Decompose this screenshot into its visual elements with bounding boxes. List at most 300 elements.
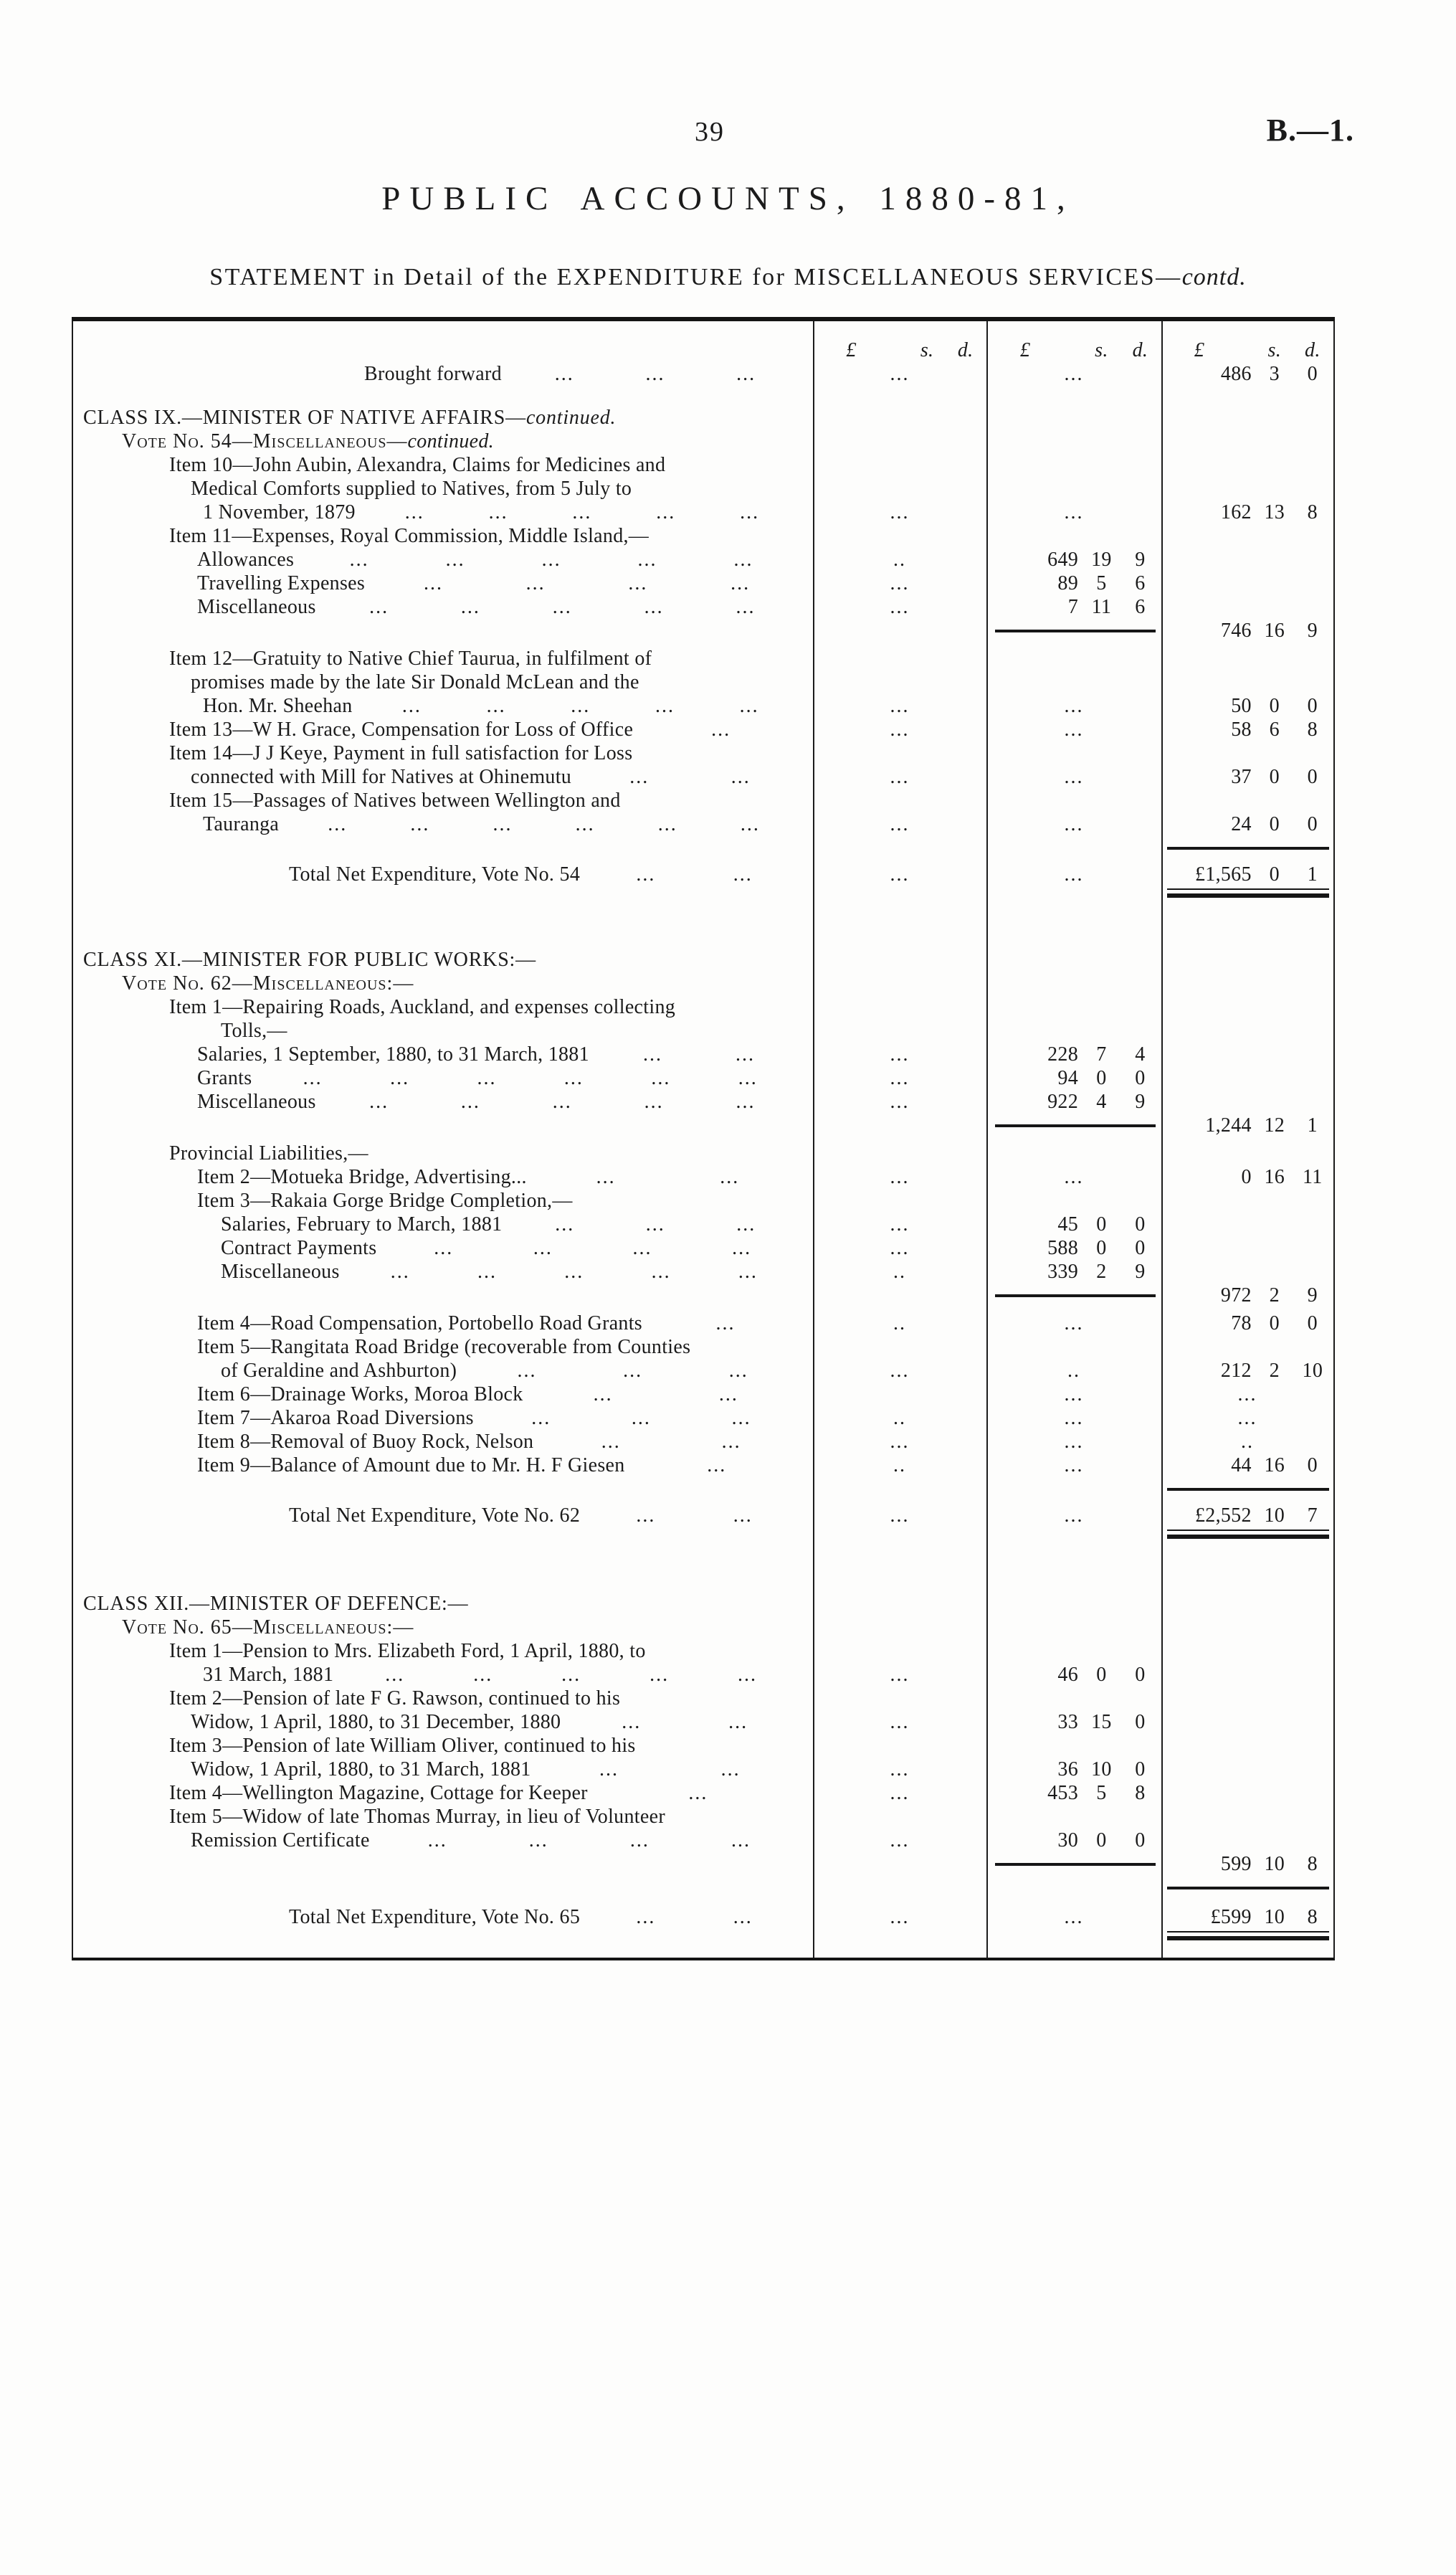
empty-dots: ... <box>890 1829 910 1851</box>
leader-dots <box>370 694 791 718</box>
table-row <box>72 718 1335 741</box>
pence-value: 0 <box>1135 1213 1146 1236</box>
spacer <box>72 321 1335 338</box>
description-text: Miscellaneous <box>197 1091 316 1113</box>
shillings-value: 5 <box>1096 572 1107 594</box>
shillings-value: 0 <box>1096 1213 1107 1236</box>
dot-group: ... <box>575 813 595 835</box>
amount-a2 <box>988 718 1160 741</box>
leader-dots <box>589 765 791 789</box>
leader-dots <box>394 1236 791 1260</box>
pounds-value: 339 <box>1047 1261 1078 1283</box>
pounds-value: 162 <box>1220 501 1252 523</box>
leader-dots <box>357 1260 791 1284</box>
subtotal-rule <box>995 1294 1156 1297</box>
amount-a2 <box>988 1781 1160 1805</box>
row-description <box>72 1043 813 1066</box>
dot-group: ... <box>733 863 753 886</box>
dot-group: ... <box>738 1261 758 1283</box>
pounds-value: 46 <box>1057 1664 1078 1686</box>
dot-group: ... <box>445 549 465 571</box>
empty-dots: .. <box>1067 1360 1080 1382</box>
row-description <box>72 789 813 812</box>
shillings-value: 16 <box>1264 1166 1285 1188</box>
empty-dots: ... <box>1064 1312 1084 1334</box>
dot-group: ... <box>552 596 572 618</box>
amount-a1 <box>814 1165 985 1189</box>
pounds-value: £599 <box>1210 1906 1252 1928</box>
pence-value: 0 <box>1135 1237 1146 1259</box>
description-text: Travelling Expenses <box>197 572 366 594</box>
leader-dots <box>660 1312 791 1335</box>
description-text: Medical Comforts supplied to Natives, from 5 July to <box>191 478 632 500</box>
pence-value: 1 <box>1307 1114 1318 1137</box>
row-description <box>72 972 813 995</box>
dot-group: ... <box>629 1829 650 1851</box>
amount-a1 <box>814 765 985 789</box>
dot-group: ... <box>707 1454 727 1476</box>
table-row <box>72 1043 1335 1066</box>
table-row <box>72 1639 1335 1663</box>
dot-group: ... <box>731 766 751 788</box>
double-total-rule <box>1167 888 1329 898</box>
pence-value: 10 <box>1302 1360 1323 1382</box>
shillings-value: 0 <box>1269 863 1280 886</box>
leader-dots <box>491 1406 791 1430</box>
spacer <box>72 1543 1335 1592</box>
description-text: Widow, 1 April, 1880, to 31 December, 1880 <box>191 1711 561 1733</box>
empty-dots: ... <box>890 1906 910 1928</box>
amount-a1 <box>814 863 985 886</box>
shillings-value: 2 <box>1096 1261 1107 1283</box>
leader-dots <box>519 362 791 386</box>
table-row <box>72 1829 1335 1852</box>
row-description <box>72 524 813 548</box>
pence-value: 0 <box>1135 1829 1146 1851</box>
empty-dots: ... <box>1064 363 1084 385</box>
amount-a1 <box>814 1758 985 1781</box>
amount-a2 <box>988 572 1160 595</box>
dot-group: ... <box>401 695 422 717</box>
subtitle-contd-label: contd. <box>1181 264 1247 290</box>
shillings-value: 0 <box>1096 1664 1107 1686</box>
table-row <box>72 1430 1335 1454</box>
pence-value: 9 <box>1135 1261 1146 1283</box>
row-description <box>72 1213 813 1236</box>
dot-group: ... <box>636 1504 656 1527</box>
amount-a2 <box>988 548 1160 572</box>
dot-group: ... <box>657 813 677 835</box>
table-row <box>72 453 1335 477</box>
amount-a2 <box>988 1663 1160 1687</box>
dot-group: ... <box>739 695 759 717</box>
dot-group: ... <box>636 1906 656 1928</box>
dot-group: ... <box>736 363 756 385</box>
shillings-value: 0 <box>1269 695 1280 717</box>
row-description <box>72 1260 813 1284</box>
amount-a2 <box>988 1710 1160 1734</box>
empty-dots: ... <box>890 1166 910 1188</box>
table-row <box>72 741 1335 765</box>
currency-header <box>1163 338 1332 362</box>
pounds-value: 922 <box>1047 1091 1078 1113</box>
table-row <box>72 1165 1335 1189</box>
empty-dots: ... <box>1064 695 1084 717</box>
table-row <box>72 548 1335 572</box>
dot-group: ... <box>644 1091 664 1113</box>
shillings-value: 7 <box>1096 1043 1107 1066</box>
table-row <box>72 1019 1335 1043</box>
empty-dots: ... <box>1064 501 1084 523</box>
dot-group: ... <box>477 1261 498 1283</box>
table-row <box>72 477 1335 501</box>
pounds-value: £2,552 <box>1194 1504 1252 1527</box>
table-row <box>72 1781 1335 1805</box>
dot-group: ... <box>473 1664 493 1686</box>
row-description <box>72 1236 813 1260</box>
pounds-value: 30 <box>1057 1829 1078 1851</box>
dot-group: ... <box>434 1237 454 1259</box>
amount-a1 <box>814 1430 985 1454</box>
row-description <box>72 1430 813 1454</box>
empty-dots: ... <box>1064 1383 1084 1405</box>
amount-a1 <box>814 1829 985 1852</box>
dot-group: ... <box>385 1664 405 1686</box>
shillings-value: 0 <box>1269 766 1280 788</box>
pence-value: 9 <box>1307 620 1318 642</box>
row-description <box>72 1142 813 1165</box>
row-description <box>72 812 813 836</box>
row-description <box>72 1905 813 1929</box>
dot-group: ... <box>622 1711 642 1733</box>
shillings-value: 13 <box>1264 501 1285 523</box>
shillings-value: 5 <box>1096 1782 1107 1804</box>
table-row <box>72 765 1335 789</box>
dot-group: ... <box>563 1067 584 1089</box>
pounds-value: 50 <box>1231 695 1252 717</box>
row-description <box>72 362 813 386</box>
table-row <box>72 1805 1335 1829</box>
description-text: 1 November, 1879 <box>203 501 356 523</box>
table-row <box>72 1189 1335 1213</box>
description-text: Total Net Expenditure, Vote No. 54 <box>289 863 581 886</box>
dot-group: ... <box>642 1043 662 1066</box>
description-text: connected with Mill for Natives at Ohinemutu <box>191 766 572 788</box>
subtotal-rule <box>995 630 1156 632</box>
table-row <box>72 1687 1335 1710</box>
table-row <box>72 1312 1335 1335</box>
description-text: Vote No. 65—Miscellaneous:— <box>122 1616 414 1639</box>
table-row <box>72 694 1335 718</box>
pence-value: 0 <box>1307 766 1318 788</box>
row-description <box>72 1504 813 1527</box>
amount-a3 <box>1163 1905 1332 1929</box>
description-text: Item 6—Drainage Works, Moroa Block <box>197 1383 523 1405</box>
subtotal-rule <box>995 1124 1156 1127</box>
pounds-value: 746 <box>1220 620 1252 642</box>
pence-value: 6 <box>1135 572 1146 594</box>
leader-dots <box>269 1066 791 1090</box>
amount-a3 <box>1163 1383 1332 1406</box>
spacer <box>72 386 1335 406</box>
dot-group: ... <box>572 501 592 523</box>
empty-dots: ... <box>890 1043 910 1066</box>
currency-symbol: d. <box>1305 339 1321 361</box>
leader-dots <box>541 1383 791 1406</box>
total-rule <box>1167 1488 1329 1491</box>
currency-symbol: s. <box>1095 339 1108 361</box>
dot-group: ... <box>733 1906 753 1928</box>
empty-dots: ... <box>890 813 910 835</box>
currency-symbol: d. <box>1132 339 1148 361</box>
pence-value: 7 <box>1307 1504 1318 1527</box>
empty-dots: ... <box>890 1091 910 1113</box>
dot-group: ... <box>715 1312 736 1334</box>
table-row <box>72 1383 1335 1406</box>
dot-group: ... <box>601 1431 621 1453</box>
dot-group: ... <box>427 1829 447 1851</box>
description-text: Hon. Mr. Sheehan <box>203 695 353 717</box>
sum-rule-row <box>72 1114 1335 1137</box>
amount-a3 <box>1163 1430 1332 1454</box>
document-reference: B.—1. <box>1266 113 1354 148</box>
empty-dots: .. <box>893 1407 906 1429</box>
dot-group: ... <box>541 549 561 571</box>
leader-dots <box>548 1758 791 1781</box>
pence-value: 0 <box>1135 1758 1146 1780</box>
pence-value: 9 <box>1135 1091 1146 1113</box>
shillings-value: 4 <box>1096 1091 1107 1113</box>
dot-group: ... <box>571 695 591 717</box>
description-text: CLASS IX.—MINISTER OF NATIVE AFFAIRS— <box>83 407 526 429</box>
dot-group: ... <box>645 1213 665 1236</box>
pounds-value: 486 <box>1220 363 1252 385</box>
dot-group: ... <box>477 1067 497 1089</box>
pence-value: 0 <box>1135 1711 1146 1733</box>
amount-a2 <box>988 1213 1160 1236</box>
statement-subtitle <box>0 264 1456 291</box>
dot-group: ... <box>636 863 656 886</box>
table-row <box>72 406 1335 430</box>
empty-dots: ... <box>890 719 910 741</box>
table-row <box>72 670 1335 694</box>
table-row <box>72 972 1335 995</box>
description-text: Item 7—Akaroa Road Diversions <box>197 1407 474 1429</box>
shillings-value: 10 <box>1091 1758 1112 1780</box>
leader-dots <box>551 1430 791 1454</box>
shillings-value: 12 <box>1264 1114 1285 1137</box>
dot-group: ... <box>733 1504 753 1527</box>
sum-rule-row <box>72 886 1335 902</box>
amount-a1 <box>814 1213 985 1236</box>
empty-dots: ... <box>890 695 910 717</box>
leader-dots <box>333 1090 791 1114</box>
description-text: Contract Payments <box>221 1237 377 1259</box>
empty-dots: ... <box>1064 863 1084 886</box>
spacer <box>72 1900 1335 1905</box>
total-rule <box>1167 1887 1329 1889</box>
amount-a3 <box>1163 812 1332 836</box>
dot-group: ... <box>720 1166 740 1188</box>
empty-dots: ... <box>1064 766 1084 788</box>
table-row <box>72 524 1335 548</box>
dot-group: ... <box>645 363 665 385</box>
table-row <box>72 647 1335 670</box>
empty-dots: ... <box>890 766 910 788</box>
leader-dots <box>642 1454 791 1477</box>
page-number: 39 <box>695 117 725 147</box>
description-text: Item 8—Removal of Buoy Rock, Nelson <box>197 1431 534 1453</box>
description-text: Grants <box>197 1067 252 1089</box>
amount-a1 <box>814 1406 985 1430</box>
description-text: CLASS XI.—MINISTER FOR PUBLIC WORKS:— <box>83 949 536 971</box>
shillings-value: 16 <box>1264 1454 1285 1476</box>
table-row <box>72 1142 1335 1165</box>
dot-group: ... <box>533 1237 553 1259</box>
amount-a2 <box>988 1236 1160 1260</box>
amount-a2 <box>988 1066 1160 1090</box>
money-header-row <box>72 338 1335 362</box>
dot-group: ... <box>486 695 506 717</box>
empty-dots: .. <box>893 549 906 571</box>
amount-a3 <box>1163 1114 1332 1137</box>
dot-group: ... <box>656 501 676 523</box>
table-row <box>72 1454 1335 1477</box>
currency-header <box>988 338 1160 362</box>
amount-a2 <box>988 1406 1160 1430</box>
dot-group: ... <box>644 596 664 618</box>
dot-group: ... <box>493 813 513 835</box>
amount-a3 <box>1163 1406 1332 1430</box>
leader-dots <box>578 1710 791 1734</box>
table-row <box>72 1905 1335 1929</box>
empty-dots: ... <box>890 363 910 385</box>
description-text: Item 5—Rangitata Road Bridge (recoverable from Counties <box>197 1336 691 1358</box>
dot-group: ... <box>740 501 760 523</box>
row-description <box>72 1592 813 1616</box>
amount-a1 <box>814 1454 985 1477</box>
amount-a2 <box>988 1504 1160 1527</box>
pounds-value: 78 <box>1231 1312 1252 1334</box>
amount-a3 <box>1163 1504 1332 1527</box>
pounds-value: 37 <box>1231 766 1252 788</box>
row-description <box>72 1829 813 1852</box>
shillings-value: 10 <box>1264 1504 1285 1527</box>
pence-value: 9 <box>1307 1284 1318 1307</box>
currency-symbol: £ <box>1019 339 1031 361</box>
dot-group: ... <box>460 596 480 618</box>
empty-dots: ... <box>890 572 910 594</box>
row-description <box>72 430 813 453</box>
empty-dots: ... <box>890 863 910 886</box>
dot-group: ... <box>728 1360 748 1382</box>
amount-a1 <box>814 548 985 572</box>
amount-a1 <box>814 1260 985 1284</box>
row-description <box>72 1616 813 1639</box>
table-row <box>72 1090 1335 1114</box>
description-text: Salaries, February to March, 1881 <box>221 1213 503 1236</box>
pounds-value: 972 <box>1220 1284 1252 1307</box>
amount-a2 <box>988 1165 1160 1189</box>
amount-a3 <box>1163 1284 1332 1307</box>
leader-dots <box>597 1905 791 1929</box>
empty-dots: ... <box>1064 813 1084 835</box>
description-text: Miscellaneous <box>221 1261 340 1283</box>
leader-dots <box>311 548 791 572</box>
empty-dots: ... <box>890 1758 910 1780</box>
row-description <box>72 1781 813 1805</box>
table-row <box>72 1616 1335 1639</box>
dot-group: ... <box>488 501 508 523</box>
dot-group: ... <box>720 1758 741 1780</box>
currency-symbol: d. <box>957 339 974 361</box>
row-description <box>72 1019 813 1043</box>
row-description <box>72 595 813 619</box>
currency-symbol: s. <box>1267 339 1281 361</box>
dot-group: ... <box>736 596 756 618</box>
pence-value: 4 <box>1135 1043 1146 1066</box>
pence-value: 0 <box>1307 1312 1318 1334</box>
description-text: Vote No. 54—Miscellaneous— <box>122 430 408 452</box>
dot-group: ... <box>623 1360 643 1382</box>
dot-group: ... <box>390 1067 410 1089</box>
table-row <box>72 863 1335 886</box>
pounds-value: 599 <box>1220 1853 1252 1875</box>
row-description <box>72 1734 813 1758</box>
dot-group: ... <box>711 719 731 741</box>
dot-group: ... <box>552 1091 572 1113</box>
amount-a1 <box>814 1043 985 1066</box>
table-row <box>72 595 1335 619</box>
dot-group: ... <box>554 363 574 385</box>
pence-value: 8 <box>1135 1782 1146 1804</box>
description-text: Item 4—Wellington Magazine, Cottage for Keeper <box>169 1782 588 1804</box>
subtitle-main: STATEMENT in Detail of the EXPENDITURE for MISCELLANEOUS SERVICES— <box>209 264 1182 290</box>
amount-a2 <box>988 595 1160 619</box>
table-row <box>72 1663 1335 1687</box>
amount-a3 <box>1163 765 1332 789</box>
row-description <box>72 1758 813 1781</box>
spacer <box>72 902 1335 948</box>
row-description <box>72 1066 813 1090</box>
description-text: Item 9—Balance of Amount due to Mr. H. F Giesen <box>197 1454 625 1476</box>
amount-a1 <box>814 501 985 524</box>
total-rule <box>1167 847 1329 850</box>
dot-group: ... <box>555 1213 575 1236</box>
pounds-value: 24 <box>1231 813 1252 835</box>
sum-rule-row <box>72 619 1335 642</box>
row-description <box>72 948 813 972</box>
shillings-value: 0 <box>1096 1237 1107 1259</box>
shillings-value: 19 <box>1091 549 1112 571</box>
description-text: Item 15—Passages of Natives between Wellington and <box>169 789 621 812</box>
dot-group: ... <box>732 1237 752 1259</box>
description-text: Widow, 1 April, 1880, to 31 March, 1881 <box>191 1758 531 1780</box>
amount-a2 <box>988 1829 1160 1852</box>
currency-symbol: £ <box>846 339 857 361</box>
pence-value: 11 <box>1303 1166 1323 1188</box>
table-row <box>72 430 1335 453</box>
expenditure-table <box>72 317 1335 1960</box>
table-row <box>72 572 1335 595</box>
description-text: Item 11—Expenses, Royal Commission, Middle Island,— <box>169 525 650 547</box>
amount-a1 <box>814 1236 985 1260</box>
row-description <box>72 718 813 741</box>
leader-dots <box>519 1213 791 1236</box>
table-row <box>72 501 1335 524</box>
leader-dots <box>296 812 791 836</box>
empty-dots: ... <box>890 1213 910 1236</box>
